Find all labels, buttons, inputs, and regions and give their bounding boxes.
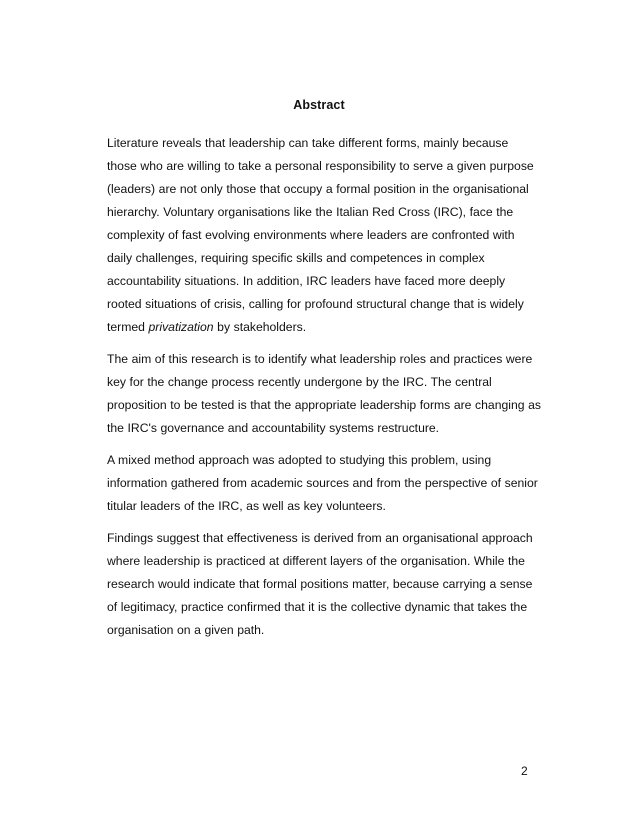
text-line: complexity of fast evolving environments where leaders are confronted with	[107, 228, 515, 242]
text-line: research would indicate that formal positions matter, because carrying a sense	[107, 577, 533, 591]
text-line: daily challenges, requiring specific skills and competences in complex	[107, 251, 485, 265]
text-line: The aim of this research is to identify what leadership roles and practices were	[107, 352, 533, 366]
paragraph-1	[107, 132, 537, 339]
text-line: of legitimacy, practice confirmed that it is the collective dynamic that takes the	[107, 600, 528, 614]
emphasized-term: privatization	[148, 320, 214, 334]
text-line: information gathered from academic sources and from the perspective of senior	[107, 476, 538, 490]
text-line: A mixed method approach was adopted to studying this problem, using	[107, 453, 492, 467]
abstract-heading: Abstract	[293, 98, 345, 112]
text-line: those who are willing to take a personal responsibility to serve a given purpose	[107, 159, 534, 173]
text-line: accountability situations. In addition, IRC leaders have faced more deeply	[107, 274, 506, 288]
paragraph-4	[107, 527, 537, 642]
text-line: titular leaders of the IRC, as well as key volunteers.	[107, 499, 386, 513]
text-line: hierarchy. Voluntary organisations like the Italian Red Cross (IRC), face the	[107, 205, 514, 219]
text-line: the IRC's governance and accountability systems restructure.	[107, 421, 440, 435]
text-line: Literature reveals that leadership can take different forms, mainly because	[107, 136, 509, 150]
text-line: (leaders) are not only those that occupy a formal position in the organisational	[107, 182, 529, 196]
text-line	[107, 316, 537, 339]
paragraph-2	[107, 348, 541, 440]
text-line: Findings suggest that effectiveness is derived from an organisational approach	[107, 531, 533, 545]
text-line: rooted situations of crisis, calling for profound structural change that is widely	[107, 297, 524, 311]
text-line: where leadership is practiced at different layers of the organisation. While the	[107, 554, 525, 568]
abstract-body	[107, 132, 541, 651]
paragraph-3	[107, 449, 537, 518]
text-line: proposition to be tested is that the appropriate leadership forms are changing as	[107, 398, 541, 412]
text-line: key for the change process recently undergone by the IRC. The central	[107, 375, 492, 389]
page-number: 2	[521, 764, 528, 778]
text-fragment: by stakeholders.	[213, 320, 307, 334]
text-fragment: termed	[107, 320, 149, 334]
text-line: organisation on a given path.	[107, 623, 265, 637]
